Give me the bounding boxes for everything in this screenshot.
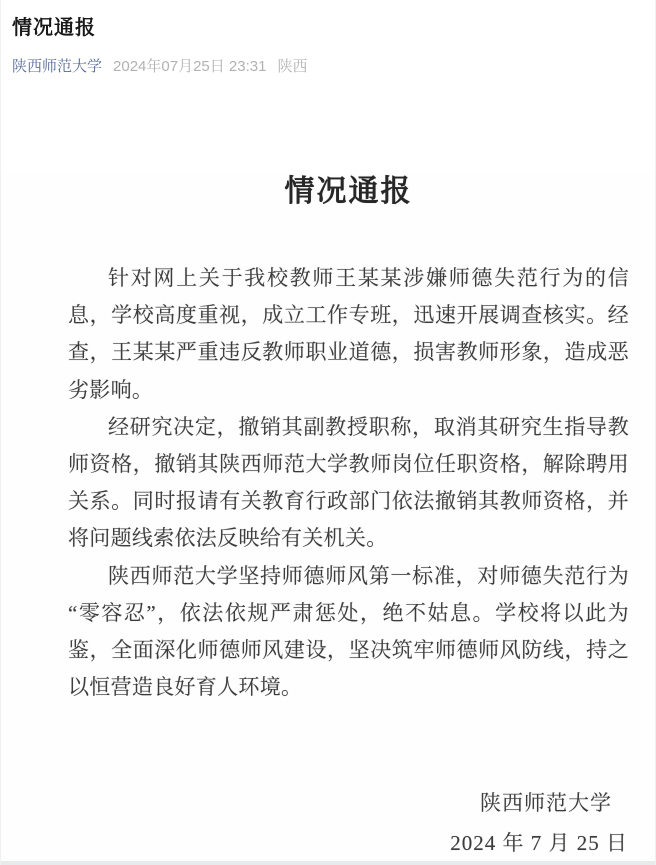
notice-paragraph-line: 将问题线索依法反映给有关机关。: [68, 526, 388, 551]
notice-signature-date: 2024 年 7 月 25 日: [450, 831, 628, 856]
article-title: 情况通报: [12, 17, 96, 39]
notice-image[interactable]: [1, 174, 655, 862]
source-account-link[interactable]: 陕西师范大学: [12, 58, 103, 75]
notice-body: [68, 260, 629, 706]
article-meta-row: [12, 56, 639, 77]
notice-paragraph-line: 查，王某某严重违反教师职业道德，损害教师形象，造成恶: [68, 340, 629, 365]
notice-doc-title: 情况通报: [284, 175, 413, 208]
publish-datetime: 2024年07月25日 23:31: [113, 58, 267, 75]
notice-paragraph-line: 关系。同时报请有关教育行政部门依法撤销其教师资格，并: [68, 489, 629, 514]
page-bottom-divider: [1, 861, 655, 865]
notice-paragraph-line: 针对网上关于我校教师王某某涉嫌师德失范行为的信: [108, 266, 629, 290]
publish-location: 陕西: [277, 58, 308, 75]
notice-paragraph-line: 经研究决定，撤销其副教授职称，取消其研究生指导教: [108, 414, 629, 439]
notice-paragraph-line: 息，学校高度重视，成立工作专班，迅速开展调查核实。经: [68, 303, 629, 328]
notice-paragraph-line: “零容忍”，依法依规严肃惩处，绝不姑息。学校将以此为: [68, 600, 629, 625]
notice-paragraph-line: 师资格，撤销其陕西师范大学教师岗位任职资格，解除聘用: [68, 452, 629, 477]
notice-signature: 陕西师范大学: [480, 791, 612, 816]
notice-paragraph-line: 劣影响。: [68, 377, 154, 402]
notice-paragraph-line: 陕西师范大学坚持师德师风第一标准，对师德失范行为: [108, 563, 629, 588]
notice-paragraph-line: 鉴，全面深化师德师风建设，坚决筑牢师德师风防线，持之: [68, 638, 629, 663]
article-header: [1, 0, 655, 77]
notice-paragraph-line: 以恒营造良好育人环境。: [68, 675, 303, 700]
